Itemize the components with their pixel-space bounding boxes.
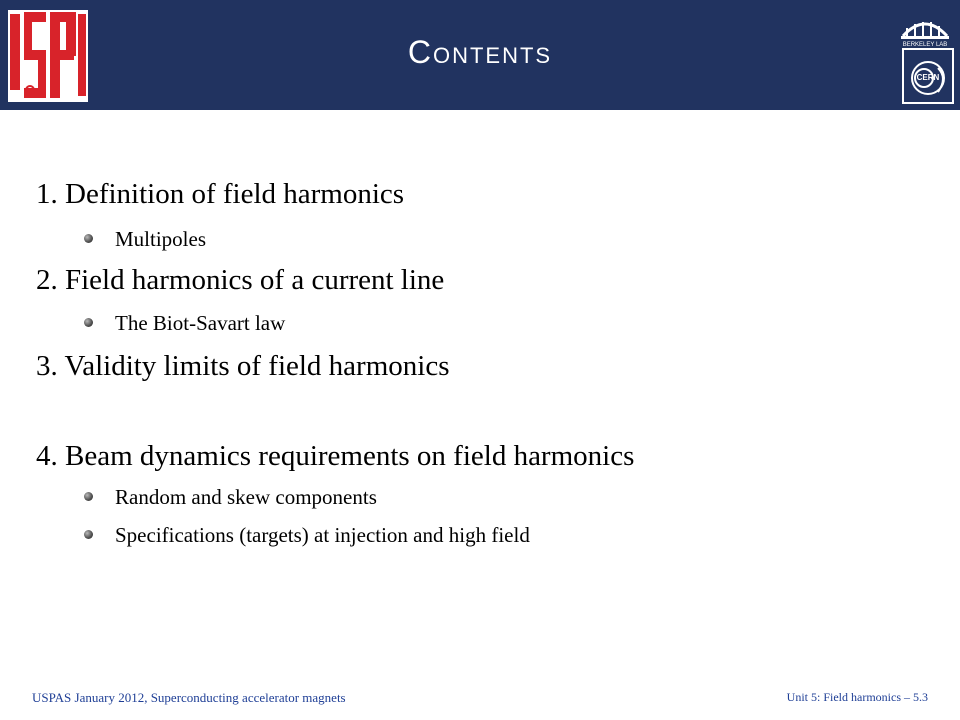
slide-header <box>0 0 960 110</box>
bullet-icon <box>84 234 93 243</box>
outline-item-2: 2. Field harmonics of a current line <box>36 264 445 296</box>
outline-subitem-specifications <box>84 522 530 548</box>
outline-item-3: 3. Validity limits of field harmonics <box>36 350 450 382</box>
bullet-icon <box>84 530 93 539</box>
outline-subitem-random-skew <box>84 484 377 510</box>
svg-text:CERN: CERN <box>916 73 940 82</box>
outline-subitem-label: The Biot-Savart law <box>115 311 286 335</box>
slide-title: Contents <box>407 34 553 70</box>
outline-item-4: 4. Beam dynamics requirements on field harmonics <box>36 440 635 472</box>
footer-course: USPAS January 2012, Superconducting accelerator magnets <box>32 690 346 705</box>
berkeley-lab-logo <box>895 6 955 48</box>
outline-subitem-label: Specifications (targets) at injection and high field <box>115 523 530 547</box>
bullet-icon <box>84 318 93 327</box>
bullet-icon <box>84 492 93 501</box>
outline-subitem-biot-savart <box>84 310 285 336</box>
svg-text:BERKELEY LAB: BERKELEY LAB <box>902 42 948 48</box>
outline-subitem-multipoles <box>84 226 206 252</box>
outline-subitem-label: Random and skew components <box>115 485 377 509</box>
footer-page-label: Unit 5: Field harmonics – 5.3 <box>786 690 928 704</box>
outline-item-1: 1. Definition of field harmonics <box>36 178 405 210</box>
cern-logo <box>902 48 954 104</box>
outline-subitem-label: Multipoles <box>115 227 207 251</box>
